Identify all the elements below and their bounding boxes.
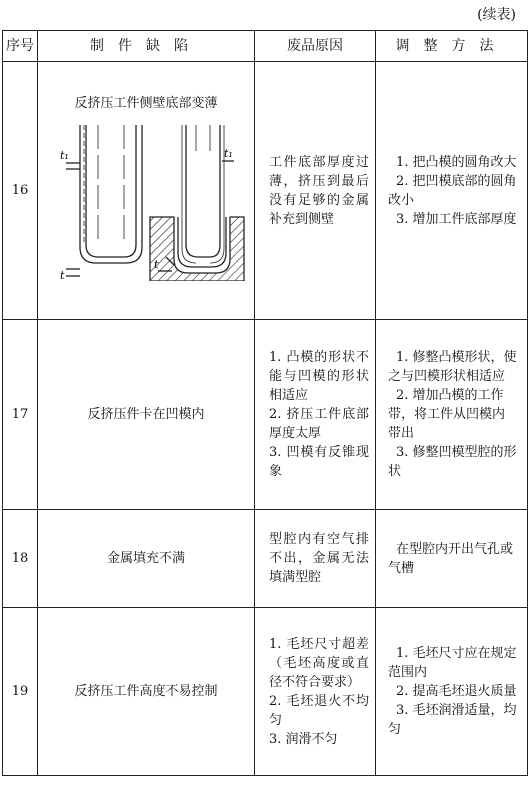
cause-item: 1. 凸模的形状不能与凹模的形状相适应 <box>269 350 369 403</box>
cause-item: 2. 挤压工件底部厚度太厚 <box>269 407 369 441</box>
cause-item: 3. 凹模有反锥现象 <box>269 445 369 479</box>
row-number: 18 <box>3 510 38 608</box>
fix-item: 1. 毛坯尺寸应在规定范围内 <box>388 646 517 680</box>
cause-item: 2. 毛坯退火不均匀 <box>269 693 369 728</box>
t1-left-label: t₁ <box>60 149 69 162</box>
cause-cell <box>255 608 376 776</box>
cause-cell <box>255 62 376 320</box>
fix-item: 1. 修整凸模形状，使之与凹模形状相适应 <box>388 350 517 384</box>
defect-text: 金属填充不满 <box>38 510 255 608</box>
fix-item: 1. 把凸模的圆角改大 <box>396 154 517 170</box>
fix-item: 3. 修整凹模型腔的形状 <box>388 445 517 479</box>
cup-figure <box>66 125 142 276</box>
fix-item: 2. 提高毛坯退火质量 <box>396 684 517 699</box>
cause-item: 1. 毛坯尺寸超差（毛坯高度或直径不符合要求） <box>269 636 369 690</box>
back-extrusion-diagram <box>46 121 246 281</box>
table-row <box>3 608 528 776</box>
row-number: 19 <box>3 608 38 776</box>
fix-item: 2. 把凹模底部的圆角改小 <box>388 173 517 208</box>
row-number: 17 <box>3 320 38 510</box>
fix-cell <box>376 320 528 510</box>
fix-item: 3. 增加工件底部厚度 <box>396 211 517 227</box>
cause-cell <box>255 320 376 510</box>
defect-table <box>2 30 528 776</box>
cause-text: 工件底部厚度过薄，挤压到最后没有足够的金属补充到侧壁 <box>269 154 369 227</box>
table-row <box>3 62 528 320</box>
fix-cell <box>376 62 528 320</box>
fix-cell <box>376 510 528 608</box>
header-cause: 废品原因 <box>255 31 376 62</box>
row-number: 16 <box>3 62 38 320</box>
t-right-label: t <box>154 258 159 271</box>
defect-text: 反挤压工件侧壁底部变薄 <box>74 96 218 111</box>
defect-text: 反挤压件卡在凹模内 <box>38 320 255 510</box>
t1-right-label: t₁ <box>224 147 233 160</box>
header-row <box>3 31 528 62</box>
table-row <box>3 510 528 608</box>
fix-item: 在型腔内开出气孔或气槽 <box>388 541 514 576</box>
t-left-label: t <box>60 269 65 281</box>
header-fix: 调整方法 <box>376 31 528 62</box>
table-row <box>3 320 528 510</box>
header-no: 序号 <box>3 31 38 62</box>
fix-cell <box>376 608 528 776</box>
defect-text: 反挤压工件高度不易控制 <box>38 608 255 776</box>
fix-item: 2. 增加凸模的工作带，将工件从凹模内带出 <box>388 388 506 441</box>
fix-item: 3. 毛坯润滑适量，均匀 <box>388 703 517 737</box>
cause-item: 3. 润滑不匀 <box>269 731 338 747</box>
header-defect: 制件缺陷 <box>38 31 255 62</box>
defect-cell <box>38 62 255 320</box>
cause-text: 型腔内有空气排不出，金属无法填满型腔 <box>269 532 369 585</box>
cause-cell <box>255 510 376 608</box>
continued-label: (续表) <box>477 7 516 23</box>
